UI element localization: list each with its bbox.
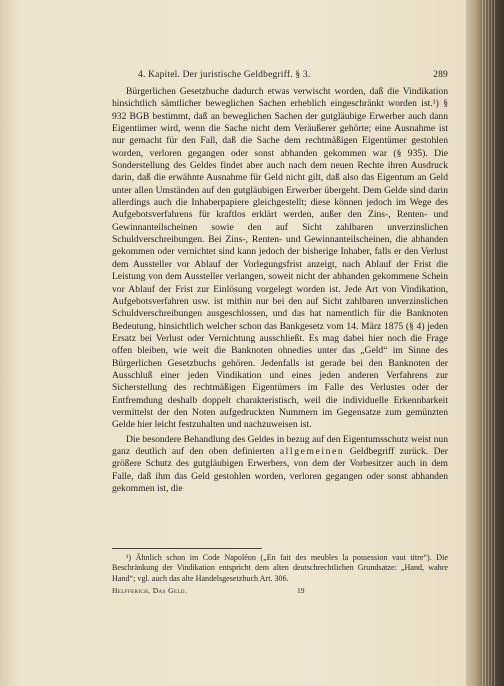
paragraph-1: Bürgerlichen Gesetzbuche dadurch etwas verwischt worden, daß die Vindikation hinsichtlich sämtlicher beweglichen Sachen erheblich eingeschränkt worden ist.¹) § 932 BGB bestimmt, daß an beweglichen Sachen der gutgläubige Erwerber auch dann Eigentümer wird, wenn die Sache nicht dem Veräußerer gehörte; eine Ausnahme ist nur gemacht für den Fall, daß die Sache dem rechtmäßigen Eigentümer gestohlen worden, verloren gegangen oder sonst abhanden gekommen war (§ 935). Die Sonderstellung des Geldes findet aber auch nach dem neuen Rechte ihren Ausdruck darin, daß die erwähnte Ausnahme für Geld nicht gilt, daß also das Eigentum an Geld unter allen Umständen auf den gutgläubigen Erwerber übergeht. Dem Gelde sind darin allerdings auch die Inhaberpapiere gleichgestellt; diese können jedoch im Wege des Aufgebotsverfahrens für kraftlos erklärt werden, außer den Zins-, Renten- und Gewinnanteilscheinen sowie den auf Sicht zahlbaren unverzinslichen Schuldverschreibungen. Bei Zins-, Renten- und Gewinnanteilscheinen, die abhanden gekommen oder vernichtet sind kann jedoch der bisherige Inhaber, falls er den Verlust dem Aussteller vor Ablauf der Vorlegungsfrist anzeigt, nach Ablauf der Frist die Leistung von dem Aussteller verlangen, soweit nicht der abhanden gekommene Schein vor Ablauf der Frist zur Einlösung vorgelegt worden ist. Jede Art von Vindikation, Aufgebotsverfahren usw. ist mithin nur bei den auf Sicht zahlbaren unverzinslichen Schuldverschreibungen ausgeschlossen, und das hat namentlich für die Banknoten Bedeutung, hinsichtlich welcher schon das Bankgesetz vom 14. März 1875 (§ 4) jeden Ersatz bei Verlust oder Vernichtung ausschließt. Es mag dabei hier noch die Frage offen bleiben, wie weit die Banknoten ohnedies unter das „Geld“ im Sinne des Bürgerlichen Gesetzbuchs gehören. Jedenfalls ist gerade bei den Banknoten der Ausschluß einer jeden Vindikation und eines jeden anderen Verfahrens zur Sicherstellung des rechtmäßigen Eigentümers im Falle des Verlustes oder der Entfremdung deshalb doppelt charakteristisch, weil die individuelle Erkennbarkeit vermittelst der den Noten aufgedruckten Nummern im Gegensatze zum gemünzten Gelde hier leicht festzuhalten und nachzuweisen ist. (112, 86, 448, 431)
page-edges (482, 0, 496, 686)
page-number: 289 (433, 70, 448, 80)
footer-author: Helfferich, Das Geld. (112, 586, 188, 595)
footnote-divider (112, 548, 262, 549)
footnote-text: ¹) Ähnlich schon im Code Napoléon („En fait des meubles la possession vaut titre“). Die Beschränkung der Vindikation entspricht dem alten deutschrechtlichen Grundsatze: „Hand, wahre Hand“; vgl. auch das alte Handelsgesetzbuch Art. 306. (112, 553, 448, 583)
paragraph-2 (112, 434, 448, 496)
main-text (112, 86, 448, 495)
book-spine (466, 0, 504, 686)
chapter-title: 4. Kapitel. Der juristische Geldbegriff. § 3. (138, 70, 311, 80)
footnote (112, 553, 448, 584)
emphasized-word: allgemeinen (279, 445, 345, 457)
paragraph-2-start: Die besondere Behandlung des Geldes in bezug auf den Eigentumsschutz weist nun ganz deutlich auf den oben definierten (112, 433, 448, 457)
page-footer (112, 586, 448, 595)
signature-mark: 19 (297, 586, 305, 595)
paragraph-2-end: Geldbegriff zurück. Der größere Schutz des gutgläubigen Erwerbers, von dem der Vorbesitzer auch in dem Falle, daß ihm das Geld gestohlen worden, verloren gegangen oder sonst abhanden gekommen ist, die (112, 445, 448, 494)
